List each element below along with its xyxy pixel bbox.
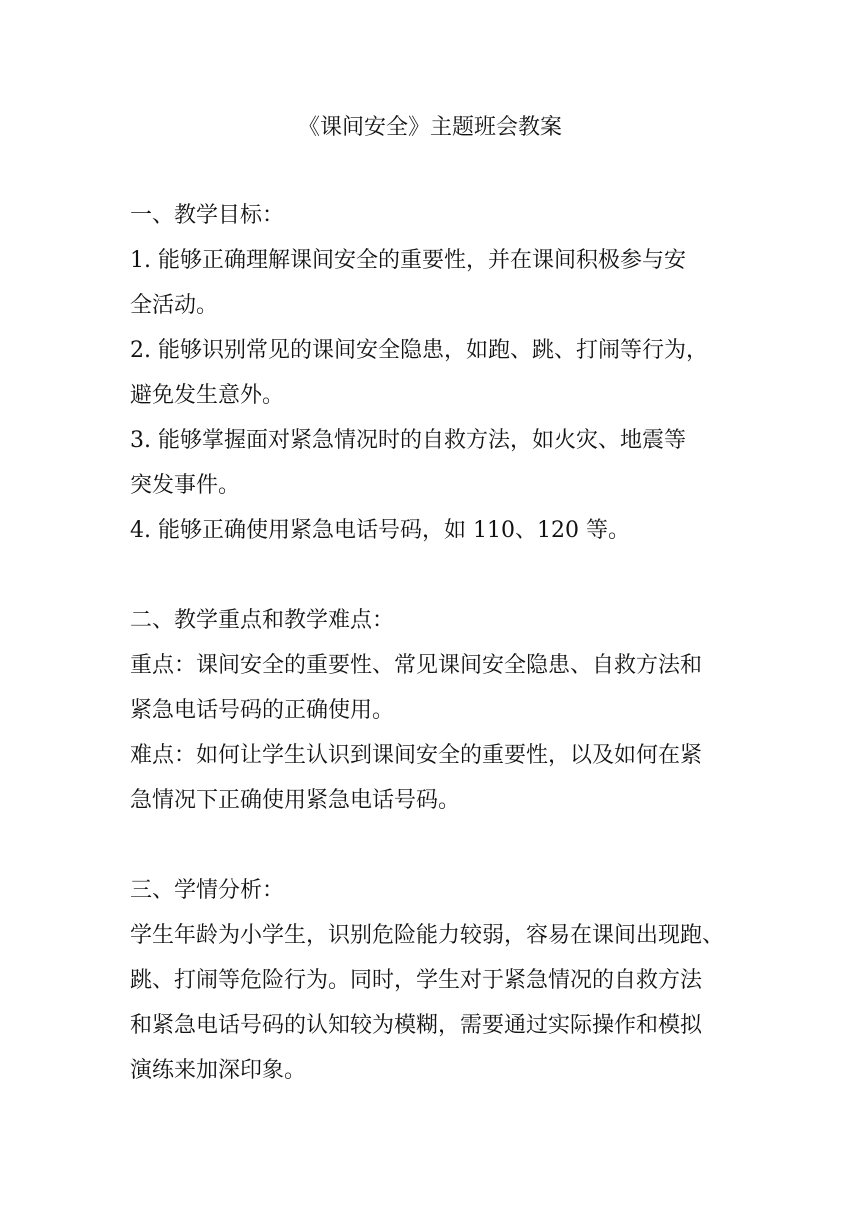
text-line: 难点：如何让学生认识到课间安全的重要性，以及如何在紧 bbox=[130, 743, 703, 768]
section-heading: 三、学情分析： bbox=[130, 878, 285, 903]
text-line: 避免发生意外。 bbox=[130, 383, 285, 408]
text-line: 1. 能够正确理解课间安全的重要性，并在课间积极参与安 bbox=[130, 248, 686, 273]
section-learner-analysis bbox=[130, 868, 730, 1093]
text-line: 急情况下正确使用紧急电话号码。 bbox=[130, 788, 461, 813]
section-teaching-objectives bbox=[130, 193, 730, 553]
text-line: 突发事件。 bbox=[130, 473, 241, 498]
section-key-points bbox=[130, 598, 730, 823]
section-heading: 二、教学重点和教学难点： bbox=[130, 608, 395, 633]
text-line: 重点：课间安全的重要性、常见课间安全隐患、自救方法和 bbox=[130, 653, 703, 678]
document-title: 《课间安全》主题班会教案 bbox=[297, 115, 562, 140]
text-line: 2. 能够识别常见的课间安全隐患，如跑、跳、打闹等行为， bbox=[130, 338, 708, 363]
text-line: 紧急电话号码的正确使用。 bbox=[130, 698, 395, 723]
text-line: 跳、打闹等危险行为。同时，学生对于紧急情况的自救方法 bbox=[130, 968, 703, 993]
text-line: 学生年龄为小学生，识别危险能力较弱，容易在课间出现跑、 bbox=[130, 923, 725, 948]
text-line: 演练来加深印象。 bbox=[130, 1058, 307, 1083]
section-heading: 一、教学目标： bbox=[130, 203, 285, 228]
text-line: 全活动。 bbox=[130, 293, 219, 318]
text-line: 3. 能够掌握面对紧急情况时的自救方法，如火灾、地震等 bbox=[130, 428, 686, 453]
text-line: 和紧急电话号码的认知较为模糊，需要通过实际操作和模拟 bbox=[130, 1013, 703, 1038]
text-line: 4. 能够正确使用紧急电话号码，如 110、120 等。 bbox=[130, 518, 630, 543]
